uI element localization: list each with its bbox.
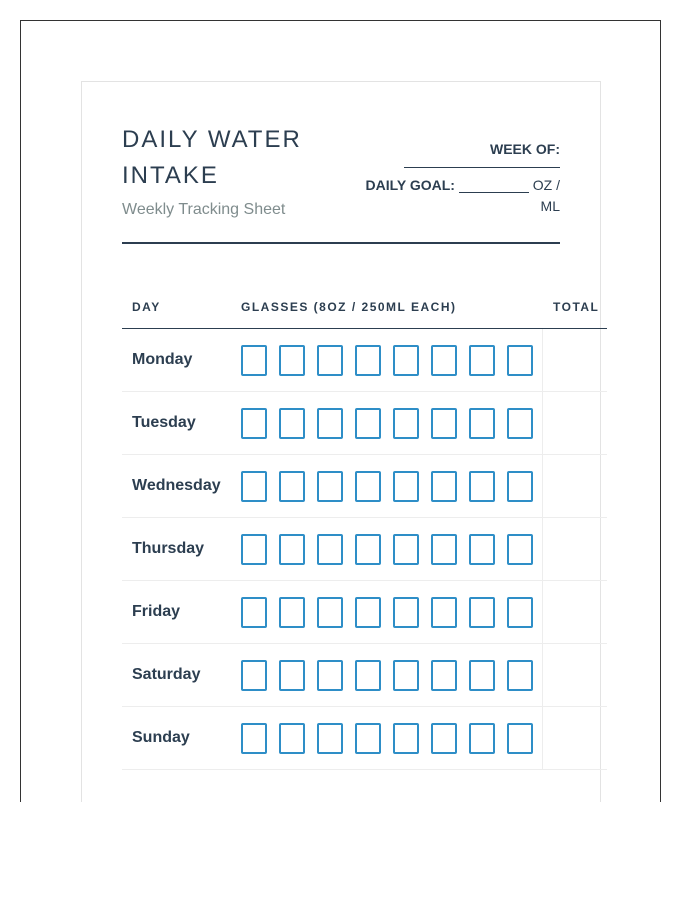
glass-checkbox[interactable] — [393, 471, 419, 502]
glasses-group — [241, 408, 541, 440]
glass-checkbox[interactable] — [469, 471, 495, 502]
glass-checkbox[interactable] — [507, 534, 533, 565]
glass-checkbox[interactable] — [317, 723, 343, 754]
total-cell[interactable] — [542, 455, 607, 517]
glasses-group — [241, 660, 541, 692]
table-row — [122, 518, 607, 581]
week-of-field[interactable] — [404, 167, 560, 168]
glasses-group — [241, 345, 541, 377]
glass-checkbox[interactable] — [241, 660, 267, 691]
glass-checkbox[interactable] — [241, 597, 267, 628]
glasses-group — [241, 597, 541, 629]
table-row — [122, 644, 607, 707]
glass-checkbox[interactable] — [241, 723, 267, 754]
sheet-title: DAILY WATER INTAKE — [122, 126, 302, 189]
glass-checkbox[interactable] — [317, 345, 343, 376]
glass-checkbox[interactable] — [393, 660, 419, 691]
header-divider — [122, 242, 560, 244]
glass-checkbox[interactable] — [507, 660, 533, 691]
column-header-day: DAY — [132, 300, 161, 314]
glass-checkbox[interactable] — [279, 408, 305, 439]
daily-goal-field[interactable] — [459, 180, 529, 193]
glass-checkbox[interactable] — [355, 471, 381, 502]
daily-goal-label: DAILY GOAL: — [365, 177, 455, 193]
day-label: Thursday — [132, 540, 205, 557]
glass-checkbox[interactable] — [507, 723, 533, 754]
glass-checkbox[interactable] — [507, 471, 533, 502]
total-cell[interactable] — [542, 392, 607, 454]
glass-checkbox[interactable] — [279, 723, 305, 754]
glass-checkbox[interactable] — [241, 534, 267, 565]
glass-checkbox[interactable] — [393, 408, 419, 439]
total-cell[interactable] — [542, 707, 607, 769]
glass-checkbox[interactable] — [431, 408, 457, 439]
glass-checkbox[interactable] — [431, 534, 457, 565]
glass-checkbox[interactable] — [469, 345, 495, 376]
glass-checkbox[interactable] — [355, 723, 381, 754]
table-row — [122, 392, 607, 455]
total-cell[interactable] — [542, 329, 607, 391]
glasses-group — [241, 534, 541, 566]
glass-checkbox[interactable] — [469, 408, 495, 439]
glass-checkbox[interactable] — [355, 597, 381, 628]
daily-goal-unit: OZ / ML — [532, 177, 560, 214]
day-label: Friday — [132, 603, 181, 620]
glass-checkbox[interactable] — [317, 660, 343, 691]
glass-checkbox[interactable] — [393, 597, 419, 628]
total-cell[interactable] — [542, 644, 607, 706]
glasses-group — [241, 471, 541, 503]
column-header-glasses: GLASSES (8OZ / 250ML EACH) — [241, 300, 457, 314]
glass-checkbox[interactable] — [241, 471, 267, 502]
table-row — [122, 707, 607, 770]
glass-checkbox[interactable] — [279, 471, 305, 502]
day-label: Monday — [132, 351, 193, 368]
table-row — [122, 581, 607, 644]
glass-checkbox[interactable] — [317, 534, 343, 565]
glass-checkbox[interactable] — [431, 660, 457, 691]
week-of-label: WEEK OF: — [490, 141, 560, 157]
glass-checkbox[interactable] — [279, 534, 305, 565]
glass-checkbox[interactable] — [317, 597, 343, 628]
glass-checkbox[interactable] — [355, 408, 381, 439]
sheet-subtitle: Weekly Tracking Sheet — [122, 201, 286, 218]
table-row — [122, 455, 607, 518]
glass-checkbox[interactable] — [469, 723, 495, 754]
glass-checkbox[interactable] — [317, 408, 343, 439]
sheet-meta — [360, 140, 560, 217]
glass-checkbox[interactable] — [279, 660, 305, 691]
day-label: Tuesday — [132, 414, 196, 431]
glass-checkbox[interactable] — [431, 597, 457, 628]
glass-checkbox[interactable] — [393, 534, 419, 565]
table-row — [122, 329, 607, 392]
glass-checkbox[interactable] — [507, 408, 533, 439]
glass-checkbox[interactable] — [507, 597, 533, 628]
glass-checkbox[interactable] — [469, 534, 495, 565]
day-label: Wednesday — [132, 477, 221, 494]
glass-checkbox[interactable] — [279, 345, 305, 376]
column-header-total: TOTAL — [553, 300, 600, 314]
glass-checkbox[interactable] — [431, 723, 457, 754]
glass-checkbox[interactable] — [469, 660, 495, 691]
glass-checkbox[interactable] — [469, 597, 495, 628]
glass-checkbox[interactable] — [431, 345, 457, 376]
glass-checkbox[interactable] — [355, 534, 381, 565]
glass-checkbox[interactable] — [355, 660, 381, 691]
glass-checkbox[interactable] — [241, 408, 267, 439]
total-cell[interactable] — [542, 581, 607, 643]
total-cell[interactable] — [542, 518, 607, 580]
glass-checkbox[interactable] — [241, 345, 267, 376]
glass-checkbox[interactable] — [279, 597, 305, 628]
glass-checkbox[interactable] — [393, 723, 419, 754]
day-rows — [122, 329, 607, 770]
day-label: Saturday — [132, 666, 201, 683]
day-label: Sunday — [132, 729, 190, 746]
glass-checkbox[interactable] — [317, 471, 343, 502]
glass-checkbox[interactable] — [355, 345, 381, 376]
glass-checkbox[interactable] — [393, 345, 419, 376]
glasses-group — [241, 723, 541, 755]
glass-checkbox[interactable] — [507, 345, 533, 376]
daily-goal-row — [360, 175, 560, 217]
glass-checkbox[interactable] — [431, 471, 457, 502]
